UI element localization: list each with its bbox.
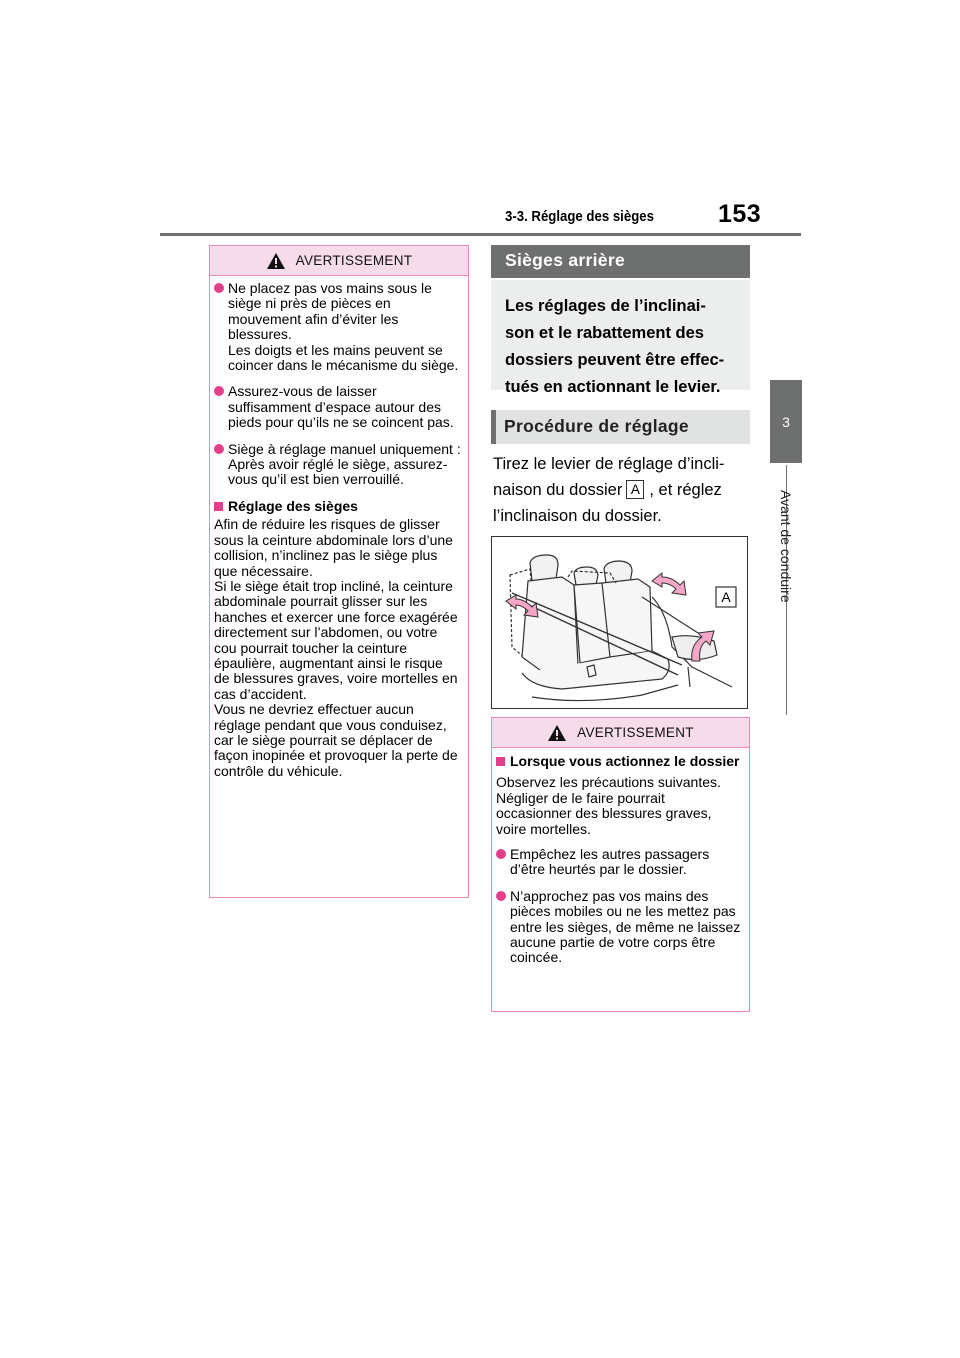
section-intro: Les réglages de l’inclinai- son et le rabattement des dossiers peuvent être effec- tués en actionnant le levier.	[491, 280, 750, 390]
subsection-title	[491, 410, 750, 444]
warning-header	[210, 246, 468, 276]
rear-seat-illustration	[491, 536, 748, 709]
list-item-text: Ne placez pas vos mains sous le siège ni près de pièces en mouvement afin d’éviter les blessures. Les doigts et les mains peuvent se coincer dans le mécanisme du siège.	[228, 280, 459, 374]
warning-paragraph: Observez les précautions suivantes. Négliger de le faire pourrait occasionner des blessures graves, voire mortelles.	[496, 774, 721, 837]
list-item	[214, 384, 462, 430]
subsection-bar	[491, 410, 496, 444]
procedure-text	[493, 451, 755, 529]
list-item-text: Empêchez les autres passagers d’être heurtés par le dossier.	[510, 846, 710, 878]
figure-callout-a: A	[721, 589, 731, 605]
bullet-icon	[214, 444, 224, 454]
chapter-tab	[770, 380, 802, 463]
procedure-text-end: , et réglez l’inclinaison du dossier.	[493, 481, 722, 525]
procedure-text-start: Tirez le levier de réglage d’incli-naison du dossier	[493, 455, 725, 499]
warning-box-backrest	[491, 717, 750, 1012]
section-title: Sièges arrière	[491, 245, 750, 278]
warning-title: AVERTISSEMENT	[295, 253, 413, 268]
square-bullet-icon	[496, 757, 505, 766]
bullet-icon	[496, 849, 506, 859]
warning-paragraph: Afin de réduire les risques de glisser sous la ceinture abdominale lors d’une collision, n’inclinez pas le siège plus que nécessaire. Si le siège était trop incliné, la ceinture abdominale pourrait glisser sur les hanches et exercer une force exagérée directement sur l’abdomen, ou votre cou pourrait toucher la ceinture épaulière, augmentant ainsi le risque de blessures graves, voire mortelles en cas d’accident. Vous ne devriez effectuer aucun réglage pendant que vous conduisez, car le siège pourrait se déplacer de façon inopinée et provoquer la perte de contrôle du véhicule.	[214, 516, 458, 779]
chapter-title: Avant de conduire	[778, 490, 794, 603]
list-item	[496, 847, 743, 878]
list-item	[496, 889, 743, 966]
warning-box-seat	[209, 245, 469, 898]
subsection-title-text: Procédure de réglage	[504, 416, 689, 436]
warning-subheading	[214, 499, 462, 514]
chapter-number: 3	[782, 413, 790, 430]
bullet-icon	[214, 283, 224, 293]
page-number: 153	[718, 200, 762, 228]
bullet-icon	[496, 891, 506, 901]
list-item	[214, 281, 462, 373]
section-heading: 3-3. Réglage des sièges	[505, 208, 654, 225]
bullet-icon	[214, 386, 224, 396]
list-item-text: N’approchez pas vos mains des pièces mobiles ou ne les mettez pas entre les sièges, de même ne laissez aucune partie de votre corps être coincée.	[510, 887, 741, 966]
header-rule	[160, 233, 801, 236]
square-bullet-icon	[214, 502, 223, 511]
warning-header	[492, 718, 749, 748]
warning-title: AVERTISSEMENT	[577, 725, 694, 740]
warning-subheading-text: Réglage des sièges	[228, 497, 358, 514]
warning-subheading	[496, 754, 743, 769]
list-item-text: Siège à réglage manuel uniquement : Après avoir réglé le siège, assurez-vous qu’il est bien verrouillé.	[228, 440, 461, 488]
warning-body	[492, 748, 749, 966]
callout-a-badge: A	[626, 480, 644, 499]
warning-subheading-text: Lorsque vous actionnez le dossier	[510, 753, 740, 769]
warning-body	[210, 276, 468, 779]
list-item-text: Assurez-vous de laisser suffisamment d’espace autour des pieds pour qu’ils ne se coincent pas.	[228, 383, 454, 431]
rear-seat-drawing	[492, 537, 748, 709]
warning-triangle-icon	[266, 252, 286, 270]
chapter-title-container	[770, 490, 802, 700]
list-item	[214, 442, 462, 488]
warning-triangle-icon	[547, 724, 567, 742]
